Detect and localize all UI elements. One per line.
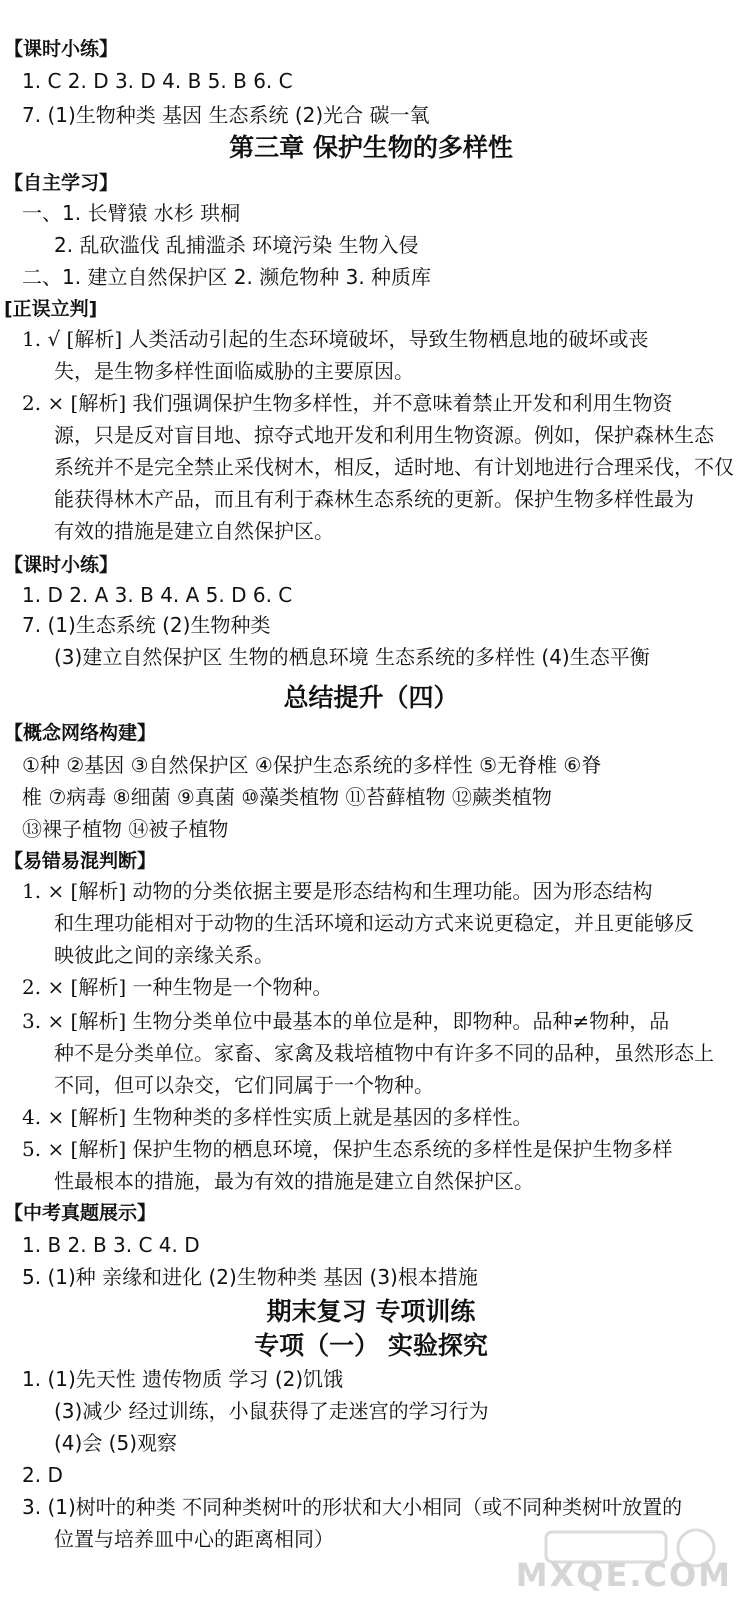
explanation-line: 能获得林木产品，而且有利于森林生态系统的更新。保护生物多样性最为	[54, 487, 694, 511]
explanation-line: 1. √ [解析] 人类活动引起的生态环境破坏，导致生物栖息地的破坏或丧	[22, 327, 649, 351]
special-topic-title: 专项（一） 实验探究	[254, 1331, 488, 1360]
explanation-line: 映彼此之间的亲缘关系。	[54, 943, 274, 967]
explanation-line: 2. × [解析] 一种生物是一个物种。	[22, 975, 333, 999]
answer-line: (4)会 (5)观察	[54, 1431, 178, 1455]
section-heading: 【中考真题展示】	[4, 1202, 157, 1224]
section-heading: 【易错易混判断】	[4, 850, 157, 872]
answer-line: 一、1. 长臂猿 水杉 珙桐	[22, 201, 241, 225]
answer-line: 位置与培养皿中心的距离相同）	[54, 1527, 334, 1551]
answer-line: 2. D	[22, 1463, 63, 1487]
explanation-line: 4. × [解析] 生物种类的多样性实质上就是基因的多样性。	[22, 1105, 533, 1129]
answer-line: (3)减少 经过训练，小鼠获得了走迷宫的学习行为	[54, 1399, 489, 1423]
answer-line: (3)建立自然保护区 生物的栖息环境 生态系统的多样性 (4)生态平衡	[54, 645, 650, 669]
section-heading: 【自主学习】	[4, 172, 119, 194]
review-title: 期末复习 专项训练	[266, 1297, 476, 1326]
explanation-line: 不同，但可以杂交，它们同属于一个物种。	[54, 1073, 434, 1097]
section-heading: 【概念网络构建】	[4, 722, 157, 744]
answer-line: 7. (1)生态系统 (2)生物种类	[22, 613, 271, 637]
answer-line: 7. (1)生物种类 基因 生态系统 (2)光合 碳一氧	[22, 103, 430, 127]
explanation-line: 1. × [解析] 动物的分类依据主要是形态结构和生理功能。因为形态结构	[22, 879, 653, 903]
watermark-logo	[506, 1526, 736, 1596]
answer-line: 3. (1)树叶的种类 不同种类树叶的形状和大小相同（或不同种类树叶放置的	[22, 1495, 683, 1519]
section-heading: 【课时小练】	[4, 554, 119, 576]
explanation-line: 失，是生物多样性面临威胁的主要原因。	[54, 359, 414, 383]
answer-line: ⑬裸子植物 ⑭被子植物	[22, 817, 229, 841]
explanation-line: 和生理功能相对于动物的生活环境和运动方式来说更稳定，并且更能够反	[54, 911, 694, 935]
chapter-title: 第三章 保护生物的多样性	[229, 133, 513, 162]
explanation-line: 有效的措施是建立自然保护区。	[54, 519, 334, 543]
answer-line: 5. (1)种 亲缘和进化 (2)生物种类 基因 (3)根本措施	[22, 1265, 478, 1289]
answer-line: 二、1. 建立自然保护区 2. 濒危物种 3. 种质库	[22, 265, 432, 289]
explanation-line: 3. × [解析] 生物分类单位中最基本的单位是种，即物种。品种≠物种，品	[22, 1009, 670, 1033]
explanation-line: 系统并不是完全禁止采伐树木，相反，适时地、有计划地进行合理采伐，不仅	[54, 455, 734, 479]
explanation-line: 种不是分类单位。家畜、家禽及栽培植物中有许多不同的品种，虽然形态上	[54, 1041, 714, 1065]
explanation-line: 源，只是反对盲目地、掠夺式地开发和利用生物资源。例如，保护森林生态	[54, 423, 714, 447]
explanation-line: 2. × [解析] 我们强调保护生物多样性，并不意味着禁止开发和利用生物资	[22, 391, 673, 415]
answer-line: 2. 乱砍滥伐 乱捕滥杀 环境污染 生物入侵	[54, 233, 419, 257]
answer-line: 1. D 2. A 3. B 4. A 5. D 6. C	[22, 583, 293, 607]
answer-line: 1. (1)先天性 遗传物质 学习 (2)饥饿	[22, 1367, 344, 1391]
watermark-text: MXQE.COM	[515, 1556, 732, 1594]
section-heading: 【课时小练】	[4, 38, 119, 60]
explanation-line: 性最根本的措施，最为有效的措施是建立自然保护区。	[54, 1169, 534, 1193]
answer-line: 1. B 2. B 3. C 4. D	[22, 1233, 200, 1257]
answer-line: 椎 ⑦病毒 ⑧细菌 ⑨真菌 ⑩藻类植物 ⑪苔藓植物 ⑫蕨类植物	[22, 785, 552, 809]
summary-title: 总结提升（四）	[283, 683, 459, 712]
explanation-line: 5. × [解析] 保护生物的栖息环境，保护生态系统的多样性是保护生物多样	[22, 1137, 673, 1161]
answer-line: ①种 ②基因 ③自然保护区 ④保护生态系统的多样性 ⑤无脊椎 ⑥脊	[22, 753, 602, 777]
section-heading: [正误立判]	[4, 298, 98, 320]
answer-line: 1. C 2. D 3. D 4. B 5. B 6. C	[22, 69, 293, 93]
